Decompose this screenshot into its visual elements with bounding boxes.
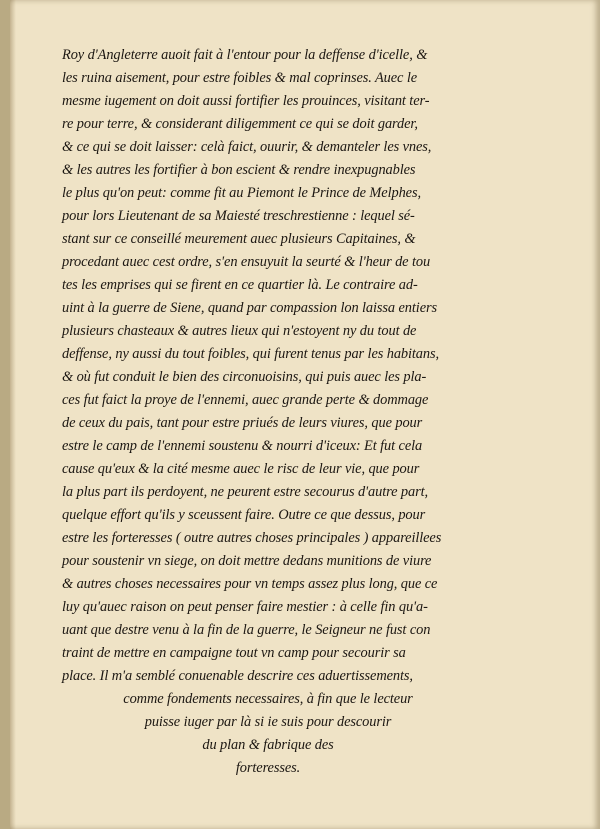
text-line: uint à la guerre de Siene, quand par compassion lon laissa entiers — [62, 300, 437, 316]
text-line: quelque effort qu'ils y sceussent faire. Outre ce que dessus, pour — [62, 507, 426, 523]
text-line: du plan & fabrique des — [202, 737, 334, 753]
text-line: stant sur ce conseillé meurement auec plusieurs Capitaines, & — [62, 231, 416, 247]
text-line: & où fut conduit le bien des circonuoisins, qui puis auec les pla- — [62, 369, 427, 385]
text-line: plusieurs chasteaux & autres lieux qui n'estoyent ny du tout de — [62, 323, 417, 339]
text-line: estre les forteresses ( outre autres choses principales ) appareillees — [62, 530, 442, 546]
text-line: estre le camp de l'ennemi soustenu & nourri d'iceux: Et fut cela — [62, 438, 423, 454]
text-line: & ce qui se doit laisser: celà faict, ouurir, & demanteler les vnes, — [62, 139, 432, 155]
text-line: la plus part ils perdoyent, ne peurent estre secourus d'autre part, — [62, 484, 428, 500]
page-text — [62, 44, 474, 780]
text-line: uant que destre venu à la fin de la guerre, le Seigneur ne fust con — [62, 622, 431, 638]
text-line: le plus qu'on peut: comme fit au Piemont le Prince de Melphes, — [62, 185, 421, 201]
text-line: deffense, ny aussi du tout foibles, qui furent tenus par les habitans, — [62, 346, 439, 362]
text-line: ces fut faict la proye de l'ennemi, auec grande perte & dommage — [62, 392, 429, 408]
text-line: mesme iugement on doit aussi fortifier les prouinces, visitant ter- — [62, 93, 430, 109]
text-line: traint de mettre en campaigne tout vn camp pour secourir sa — [62, 645, 406, 661]
text-line: Roy d'Angleterre auoit fait à l'entour pour la deffense d'icelle, & — [62, 47, 428, 63]
text-line: forteresses. — [235, 760, 301, 776]
text-line: & autres choses necessaires pour vn temps assez plus long, que ce — [62, 576, 438, 592]
text-line: les ruina aisement, pour estre foibles & mal coprinses. Auec le — [62, 70, 418, 86]
text-line: cause qu'eux & la cité mesme auec le risc de leur vie, que pour — [62, 461, 420, 477]
text-line: tes les emprises qui se firent en ce quartier là. Le contraire ad- — [62, 277, 418, 293]
text-line: luy qu'auec raison on peut penser faire mestier : à celle fin qu'a- — [62, 599, 428, 615]
text-line: pour lors Lieutenant de sa Maiesté treschrestienne : lequel sé- — [62, 208, 415, 224]
text-line: puisse iuger par là si ie suis pour descourir — [144, 714, 392, 730]
text-line: comme fondements necessaires, à fin que le lecteur — [123, 691, 413, 707]
text-line: place. Il m'a semblé conuenable descrire ces aduertissements, — [62, 668, 413, 684]
book-page — [10, 0, 600, 829]
text-line: de ceux du pais, tant pour estre priués de leurs viures, que pour — [62, 415, 423, 431]
text-line: re pour terre, & considerant diligemment ce qui se doit garder, — [62, 116, 418, 132]
text-line: & les autres les fortifier à bon escient & rendre inexpugnables — [62, 162, 416, 178]
text-line: pour soustenir vn siege, on doit mettre dedans munitions de viure — [62, 553, 432, 569]
text-line: procedant auec cest ordre, s'en ensuyuit la seurté & l'heur de tou — [62, 254, 431, 270]
